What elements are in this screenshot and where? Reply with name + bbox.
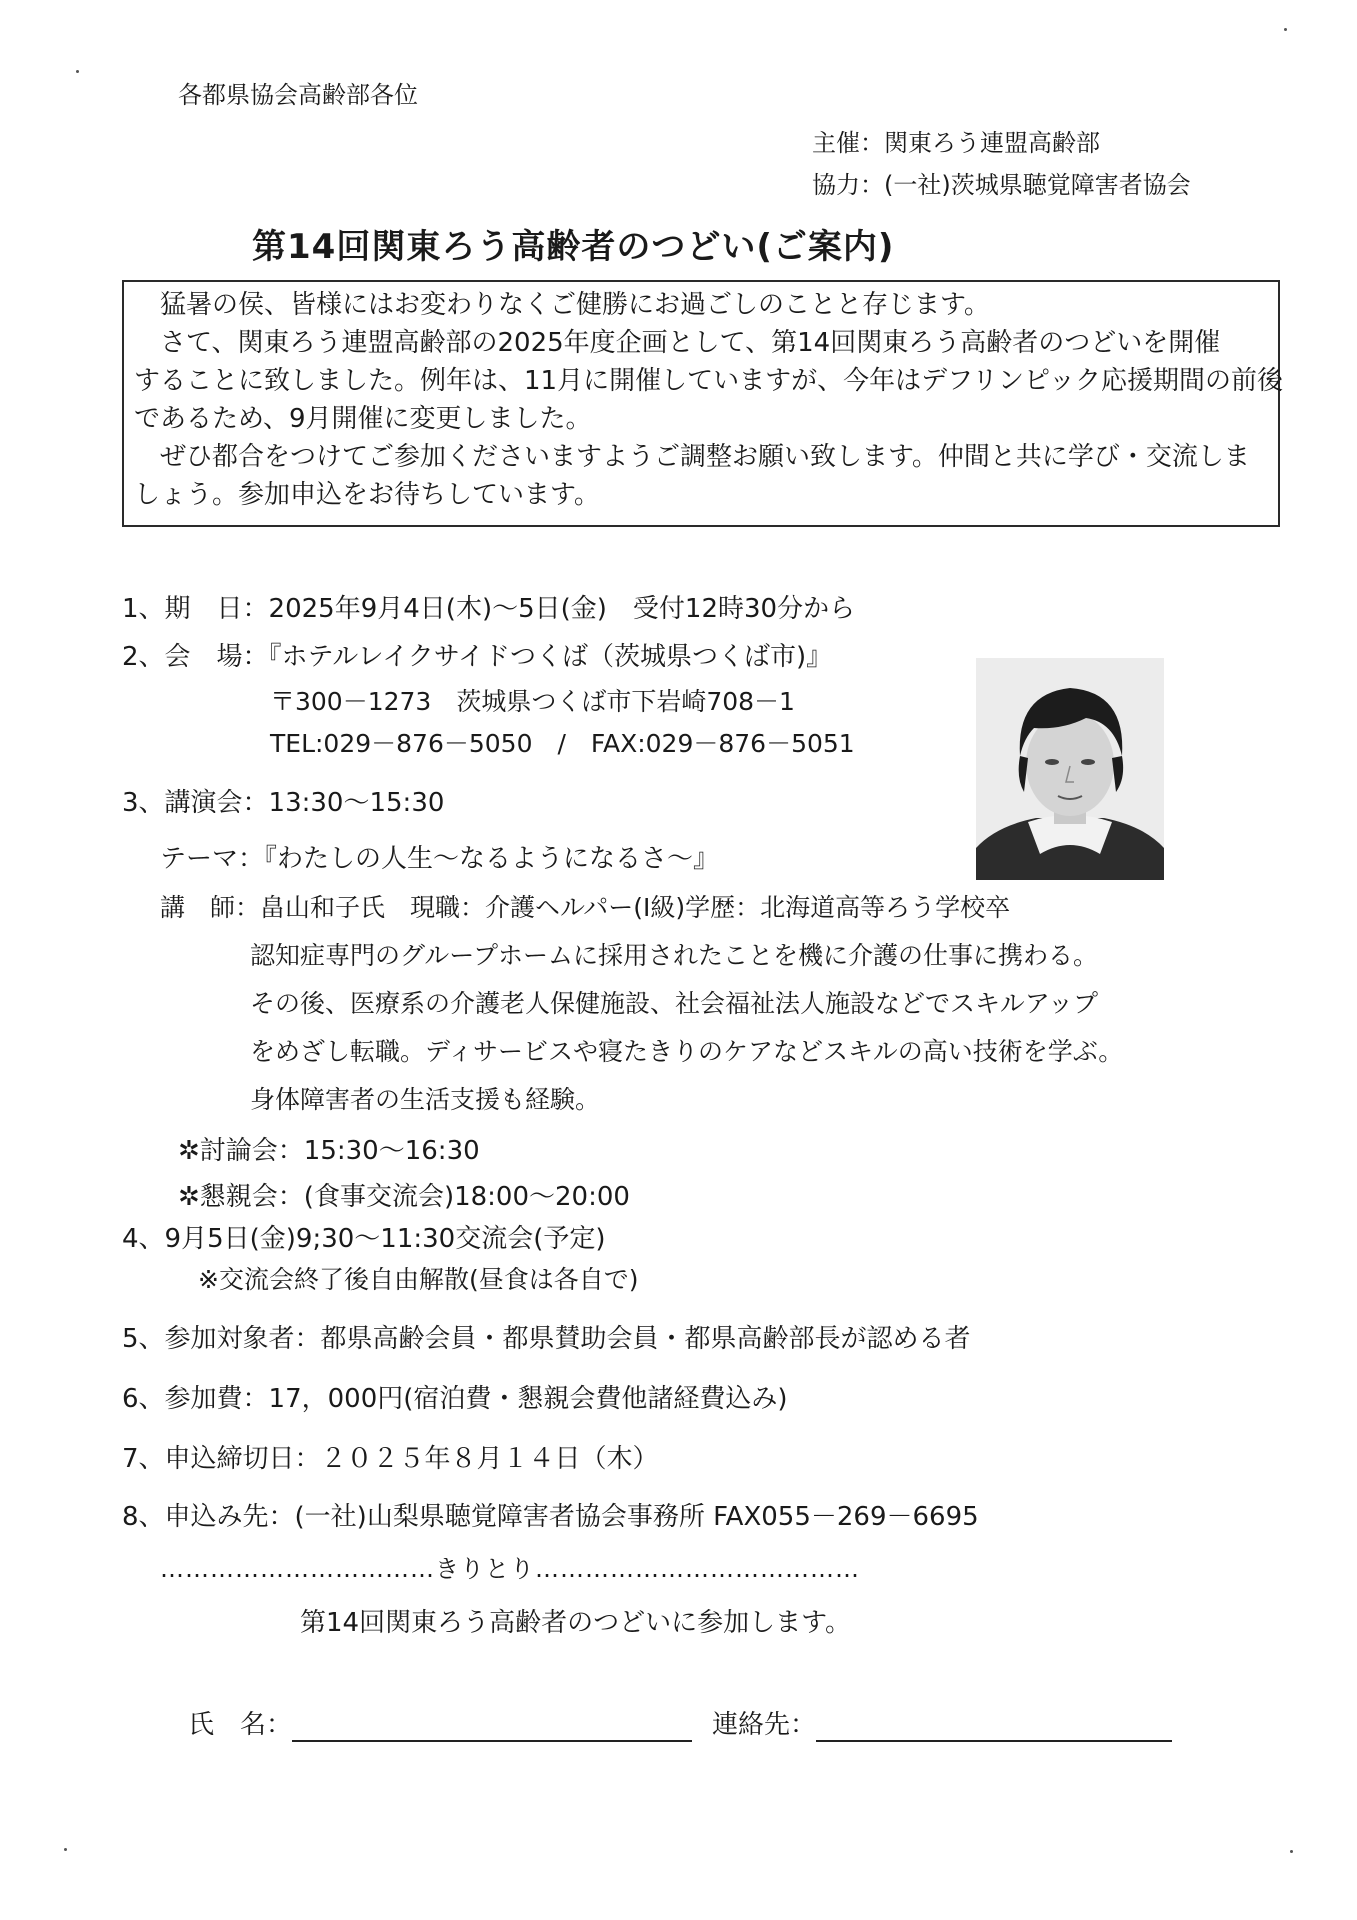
venue-address: 〒300－1273 茨城県つくば市下岩崎708－1 — [270, 687, 795, 716]
form-heading: 第14回関東ろう高齢者のつどいに参加します。 — [300, 1608, 852, 1638]
page-title: 第14回関東ろう高齢者のつどい(ご案内) — [252, 227, 895, 267]
speaker-bio-line: 身体障害者の生活支援も経験。 — [250, 1085, 601, 1114]
organizer: 主催：関東ろう連盟高齢部 — [812, 129, 1100, 157]
social-text: 懇親会：(食事交流会)18:00～20:00 — [199, 1182, 630, 1212]
item-date: 1、期 日：2025年9月4日(木)～5日(金) 受付12時30分から — [122, 594, 856, 624]
intro-line: であるため、9月開催に変更しました。 — [134, 404, 592, 434]
intro-box — [122, 280, 1284, 527]
contact-field-row[interactable] — [712, 1708, 1172, 1742]
scan-speck — [1290, 1850, 1293, 1853]
name-blank[interactable] — [292, 1712, 692, 1742]
item-deadline: 7、申込締切日：２０２５年８月１４日（木） — [122, 1444, 659, 1474]
speaker-photo — [976, 658, 1164, 880]
item-lecture: 3、講演会：13:30～15:30 — [122, 788, 445, 818]
intro-line: ぜひ都合をつけてご参加くださいますようご調整お願い致します。仲間と共に学び・交流しま — [134, 442, 1250, 472]
speaker-bio-line: をめざし転職。ディサービスや寝たきりのケアなどスキルの高い技術を学ぶ。 — [250, 1037, 1124, 1066]
discussion-text: 討論会：15:30～16:30 — [199, 1136, 480, 1166]
contact-blank[interactable] — [816, 1712, 1172, 1742]
item-apply-to: 8、申込み先：(一社)山梨県聴覚障害者協会事務所 FAX055－269－6695 — [122, 1502, 979, 1532]
item-exchange: 4、9月5日(金)9;30～11:30交流会(予定) — [122, 1224, 606, 1254]
exchange-note: ※交流会終了後自由解散(昼食は各自で) — [198, 1265, 639, 1294]
addressee: 各都県協会高齢部各位 — [178, 81, 418, 109]
scan-speck — [1284, 28, 1287, 31]
contact-label: 連絡先： — [712, 1710, 817, 1740]
intro-line: さて、関東ろう連盟高齢部の2025年度企画として、第14回関東ろう高齢者のつどいを開催 — [134, 328, 1221, 358]
item-fee: 6、参加費：17，000円(宿泊費・懇親会費他諸経費込み) — [122, 1384, 788, 1414]
intro-line: しょう。参加申込をお待ちしています。 — [134, 480, 600, 510]
intro-line: することに致しました。例年は、11月に開催していますが、今年はデフリンピック応援期間の前後 — [134, 366, 1284, 396]
scan-speck — [76, 70, 79, 73]
cut-line: ……………………………きりとり………………………………… — [160, 1555, 860, 1583]
lecture-theme: テーマ：『わたしの人生～なるようになるさ～』 — [160, 844, 720, 874]
speaker-portrait — [976, 658, 1164, 880]
social-row — [178, 1180, 630, 1214]
intro-line: 猛暑の侯、皆様にはお変わりなくご健勝にお過ごしのことと存じます。 — [134, 290, 990, 320]
name-label: 氏 名： — [188, 1710, 293, 1740]
discussion-row — [178, 1134, 480, 1168]
name-field-row[interactable] — [188, 1708, 692, 1742]
speaker-bio-line: その後、医療系の介護老人保健施設、社会福祉法人施設などでスキルアップ — [250, 989, 1099, 1018]
speaker-bio-line: 認知症専門のグループホームに採用されたことを機に介護の仕事に携わる。 — [250, 941, 1099, 970]
scan-speck — [64, 1848, 67, 1851]
venue-tel-fax: TEL:029－876－5050 / FAX:029－876－5051 — [270, 729, 855, 758]
cooperation: 協力：(一社)茨城県聴覚障害者協会 — [812, 171, 1191, 199]
flower-star-icon: ✲ — [178, 1136, 200, 1166]
item-venue: 2、会 場：『ホテルレイクサイドつくば（茨城県つくば市)』 — [122, 642, 833, 672]
item-target: 5、参加対象者：都県高齢会員・都県賛助会員・都県高齢部長が認める者 — [122, 1324, 971, 1354]
lecture-speaker: 講 師：畠山和子氏 現職：介護ヘルパー(Ⅰ級)学歴：北海道高等ろう学校卒 — [160, 893, 1011, 922]
flower-star-icon: ✲ — [178, 1182, 200, 1212]
